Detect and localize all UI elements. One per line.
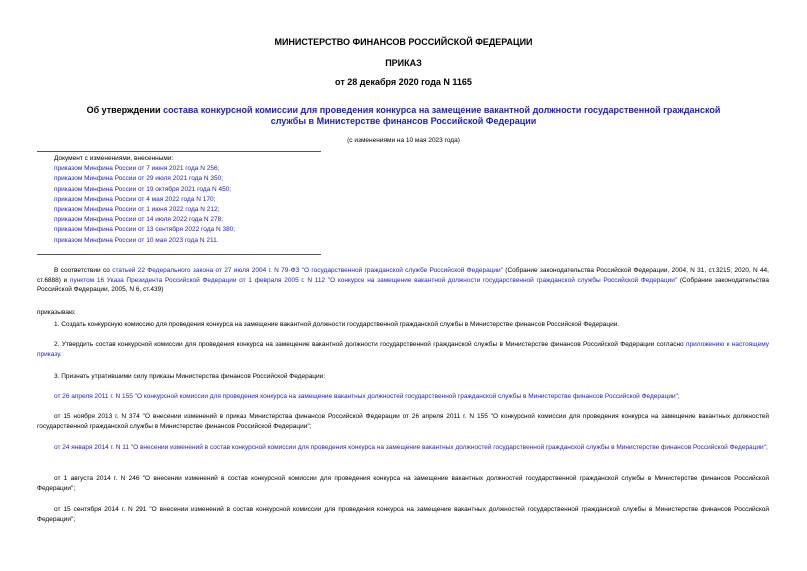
law-link[interactable]: статьей 22 Федерального закона от 27 июля 2004 г. N 79-ФЗ "О государственной гражданской службе Российской Федерации": [112, 267, 503, 274]
repealed-order-link[interactable]: от 24 января 2014 г. N 11 "О внесении изменений в состав конкурсной комиссии для проведения конкурса на замещение вакантных должностей государственной гражданской службы в Министерстве финансов Российской Федерации";: [54, 444, 768, 451]
changes-top-divider: [37, 151, 321, 152]
change-link[interactable]: приказом Минфина России от 4 мая 2022 года N 170;: [54, 195, 216, 203]
repealed-order-link[interactable]: от 26 апреля 2011 г. N 155 "О конкурсной комиссии для проведения конкурса на замещение вакантных должностей государственной гражданской службы в Министерстве финансов Российской Федерации";: [54, 393, 680, 400]
repealed-order-text: от 1 августа 2014 г. N 246 "О внесении изменений в состав конкурсной комиссии для проведения конкурса на замещение вакантных должностей государственной гражданской службы в Министерстве финансов Российской Федерации";: [37, 475, 769, 492]
repealed-order-text: от 15 сентября 2014 г. N 291 "О внесении изменений в состав конкурсной комиссии для проведения конкурса на замещение вакантных должностей государственной гражданской службы в Министерстве финансов Российской Федерации";: [37, 506, 769, 523]
preamble-paragraph: [37, 266, 769, 295]
preamble-text: (Собрание законодательства Российской Федерации, 2004, N 31, ст.3215; 2020, N 44, ст.6888) и: [37, 267, 769, 284]
change-link[interactable]: приказом Минфина России от 29 июля 2021 года N 350;: [54, 175, 224, 183]
preamble-text: (Собрание законодательства Российской Федерации, 2005, N 6, ст.439): [37, 276, 769, 293]
change-link[interactable]: приказом Минфина России от 7 июня 2021 года N 256;: [54, 165, 220, 173]
preamble-text: В соответствии со: [54, 267, 113, 274]
title-link[interactable]: состава конкурсной комиссии для проведения конкурса на замещение вакантной должности государственной гражданской службы в Министерстве финансов Российской Федерации: [163, 105, 721, 126]
revision-note: (с изменениями на 10 мая 2023 года): [347, 137, 460, 144]
item-2-end: .: [59, 350, 62, 358]
item-2-text: 2. Утвердить состав конкурсной комиссии для проведения конкурса на замещение вакантной должности государственной гражданской службы в Министерстве финансов Российской Федерации согласно: [54, 341, 687, 348]
title-prefix: Об утверждении: [86, 105, 164, 115]
item-1: 1. Создать конкурсную комиссию для проведения конкурса на замещение вакантной должности государственной гражданской службы в Министерстве финансов Российской Федерации.: [54, 321, 620, 328]
document-type: ПРИКАЗ: [385, 58, 422, 68]
change-link[interactable]: приказом Минфина России от 1 июня 2022 года N 212;: [54, 206, 220, 214]
appendix-link[interactable]: приложению к настоящему приказу: [37, 341, 769, 358]
document-date: от 28 декабря 2020 года N 1165: [335, 77, 472, 87]
decree-link[interactable]: пунктом 16 Указа Президента Российской Федерации от 1 февраля 2005 г. N 112 "О конкурсе на замещение вакантной должности государственной гражданской службы Российской Федерации": [69, 276, 678, 284]
changes-bottom-divider: [37, 254, 321, 255]
ministry-heading: МИНИСТЕРСТВО ФИНАНСОВ РОССИЙСКОЙ ФЕДЕРАЦИИ: [274, 37, 533, 47]
order-word: приказываю:: [37, 309, 76, 316]
changes-block: [54, 154, 235, 246]
repealed-order-text: от 15 ноября 2013 г. N 374 "О внесении изменений в приказ Министерства финансов Российской Федерации от 26 апреля 2011 г. N 155 "О конкурсной комиссии для проведения конкурса на замещение вакантных должностей государственной гражданской службы в Министерстве финансов Российской Федерации";: [37, 413, 769, 430]
changes-heading: Документ с изменениями, внесенными:: [54, 155, 174, 162]
item-2: [37, 340, 769, 359]
item-3: 3. Признать утратившими силу приказы Министерства финансов Российской Федерации:: [54, 373, 326, 380]
change-link[interactable]: приказом Минфина России от 14 июля 2022 года N 278;: [54, 216, 224, 224]
document-title: [80, 105, 727, 127]
change-link[interactable]: приказом Минфина России от 19 октября 2021 года N 450;: [54, 185, 232, 193]
change-link[interactable]: приказом Минфина России от 13 сентября 2022 года N 380;: [54, 226, 236, 234]
change-link[interactable]: приказом Минфина России от 10 мая 2023 года N 211.: [54, 236, 219, 244]
